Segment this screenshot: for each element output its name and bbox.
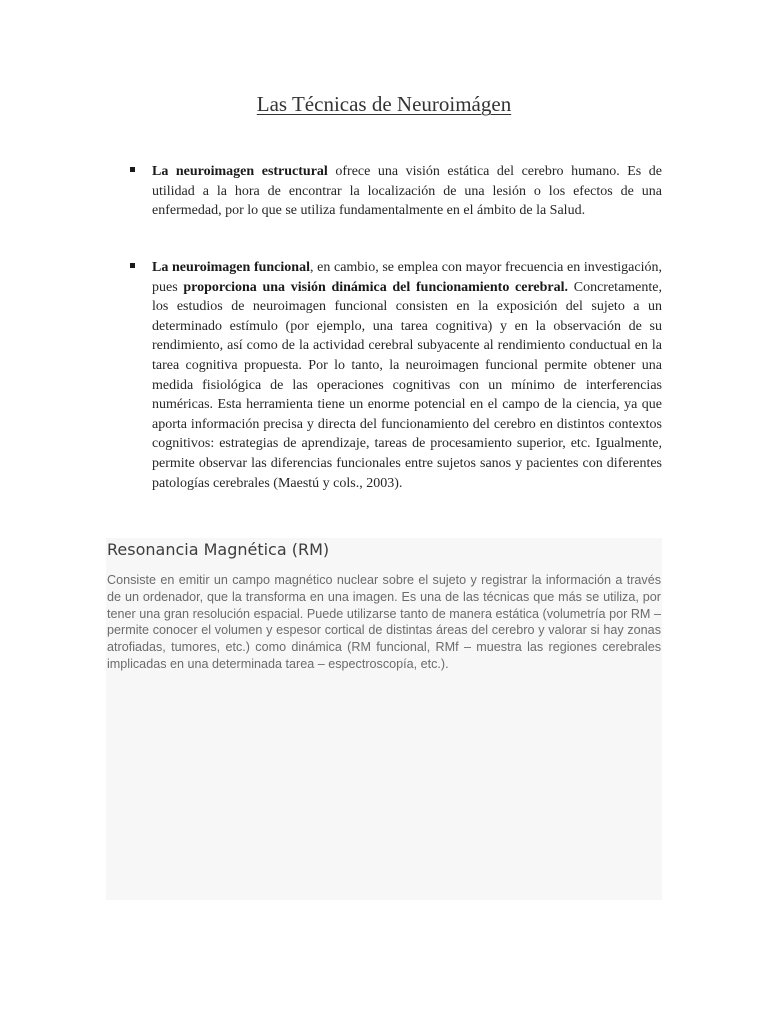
bullet-item-structural bbox=[130, 162, 662, 221]
bullet-text-functional-1: , en cambio, se emplea con mayor frecuencia en investigación, pues bbox=[152, 260, 662, 295]
bullet-item-functional bbox=[130, 258, 662, 493]
bullet-lead-structural: La neuroimagen estructural bbox=[152, 164, 328, 179]
section-body: Consiste en emitir un campo magnético nuclear sobre el sujeto y registrar la información a través de un ordenador, que la transforma en una imagen. Es una de las técnicas que más se utiliza, por tener una gran resolución espacial. Puede utilizarse tanto de manera estática (volumetría por RM – permite conocer el volumen y espesor cortical de distintas áreas del cerebro y valorar si hay zonas atrofiadas, tumores, etc.) como dinámica (RM funcional, RMf – muestra las regiones cerebrales implicadas en una determinada tarea – espectroscopía, etc.). bbox=[107, 573, 661, 671]
bullet-text-functional-2: Concretamente, los estudios de neuroimagen funcional consisten en la exposición del sujeto a un determinado estímulo (por ejemplo, una tarea cognitiva) y en la observación de su rendimiento, así como de la actividad cerebral subyacente al rendimiento conductual en la tarea cognitiva propuesta. Por lo tanto, la neuroimagen funcional permite obtener una medida fisiológica de las operaciones cognitivas con un mínimo de interferencias numéricas. Esta herramienta tiene un enorme potencial en el campo de la ciencia, ya que aporta información precisa y directa del funcionamiento del cerebro en distintos contextos cognitivos: estrategias de aprendizaje, tareas de procesamiento superior, etc. Igualmente, permite observar las diferencias funcionales entre sujetos sanos y pacientes con diferentes patologías cerebrales (Maestú y cols., 2003). bbox=[152, 279, 662, 491]
square-bullet-icon bbox=[130, 167, 135, 172]
bullet-list-structural bbox=[130, 162, 662, 221]
bullet-list-functional bbox=[130, 258, 662, 493]
bullet-emphasis-functional: proporciona una visión dinámica del funcionamiento cerebral. bbox=[183, 279, 569, 295]
section-heading: Resonancia Magnética (RM) bbox=[107, 540, 330, 559]
document-title-text: Las Técnicas de Neuroimágen bbox=[256, 92, 512, 116]
bullet-text-structural: ofrece una visión estática del cerebro humano. Es de utilidad a la hora de encontrar la localización de una lesión o los efectos de una enfermedad, por lo que se utiliza fundamentalmente en el ámbito de la Salud. bbox=[152, 164, 662, 219]
document-title bbox=[0, 92, 768, 117]
square-bullet-icon bbox=[130, 263, 135, 268]
bullet-lead-functional: La neuroimagen funcional bbox=[152, 260, 310, 275]
